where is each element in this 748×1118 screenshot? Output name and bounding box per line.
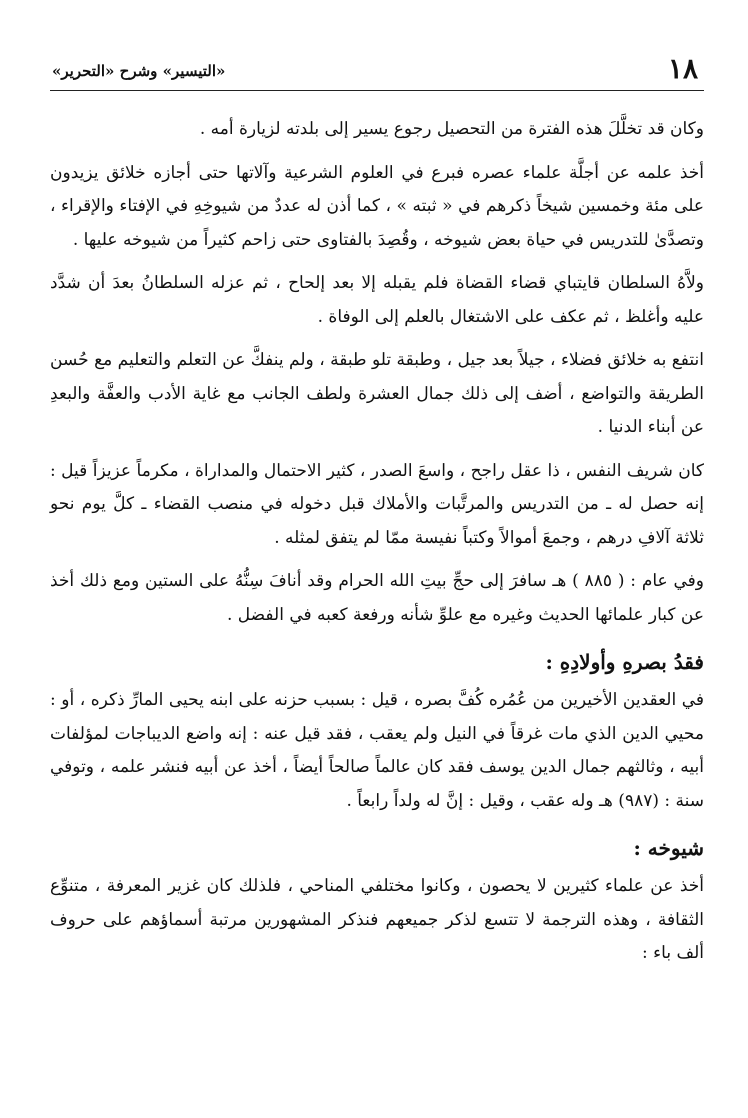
- page-body: [50, 91, 704, 971]
- book-page: [50, 50, 704, 1100]
- paragraph-students: انتفع به خلائق فضلاء ، جيلاً بعد جيل ، وطبقة تلو طبقة ، ولم ينفكَّ عن التعلم والتعليم مع حُسن الطريقة والتواضع ، أضف إلى ذلك جمال العشرة ولطف الجانب مع غاية الأدب والعفَّة والبعدِ عن أبناء الدنيا .: [50, 350, 704, 437]
- paragraph-blindness: في العقدين الأخيرين من عُمُره كُفَّ بصره ، قيل : بسبب حزنه على ابنه يحيى المارِّ ذكره ، أو : محيي الدين الذي مات غرقاً في النيل ولم يعقب ، فقد قيل عنه : إنه واضع الديباجات لمؤلفات أبيه ، وثالثهم جمال الدين يوسف فقد كان عالماً صالحاً أيضاً ، أخذ عن أبيه فنشر علمه ، وتوفي سنة : (٩٨٧) هـ وله عقب ، وقيل : إنَّ له ولداً رابعاً .: [50, 690, 704, 811]
- page-header: [50, 50, 704, 91]
- section-heading-teachers: شيوخه :: [633, 836, 704, 860]
- paragraph-teachers: أخذ عن علماء كثيرين لا يحصون ، وكانوا مختلفي المناحي ، فلذلك كان غزير المعرفة ، متنوِّع الثقافة ، وهذه الترجمة لا تتسع لذكر جميعهم فنذكر المشهورين مرتبة أسماؤهم على حروف ألف باء :: [50, 876, 704, 963]
- paragraph-learning: أخذ علمه عن أجلَّة علماء عصره فبرع في العلوم الشرعية وآلاتها حتى أجازه خلائق يزيدون على مئة وخمسين شيخاً ذكرهم في « ثبته » ، كما أذن له عددٌ من شيوخِهِ في الإفتاء والإقراء ، وتصدَّىٰ للتدريس في حياة بعض شيوخه ، وقُصِدَ بالفتاوى حتى زاحم كثيراً من شيوخه عليها .: [50, 162, 704, 250]
- paragraph-character: كان شريف النفس ، ذا عقل راجح ، واسعَ الصدر ، كثير الاحتمال والمداراة ، مكرماً عزيزاً قيل : إنه حصل له ـ من التدريس والمرتَّبات والأملاك قبل دخوله في منصب القضاء ـ كلَّ يوم نحو ثلاثة آلافِ درهم ، وجمعَ أموالاً وكتباً نفيسة ممّا لم يتفق لمثله .: [50, 460, 704, 548]
- page-number: ١٨: [667, 52, 698, 85]
- paragraph-pilgrimage: وفي عام : ( ٨٨٥ ) هـ سافرَ إلى حجِّ بيتِ الله الحرام وقد أنافَ سِنُّهُ على الستين ومع ذلك أخذ عن كبار علمائها الحديث وغيره مع علوِّ شأنه ورفعة كعبه في الفضل .: [50, 571, 704, 625]
- paragraph-visit-mother: وكان قد تخلَّلَ هذه الفترة من التحصيل رجوع يسير إلى بلدته لزيارة أمه .: [199, 119, 704, 139]
- running-title: «التيسير» وشرح «التحرير»: [52, 62, 226, 80]
- section-heading-blindness: فقدُ بصرهِ وأولادِهِ :: [545, 650, 704, 674]
- paragraph-judgeship: ولاَّهُ السلطان قايتباي قضاء القضاة فلم يقبله إلا بعد إلحاح ، ثم عزله السلطانُ بعدَ أن شدَّد عليه وأغلظ ، ثم عكف على الاشتغال بالعلم إلى الوفاة .: [50, 273, 704, 327]
